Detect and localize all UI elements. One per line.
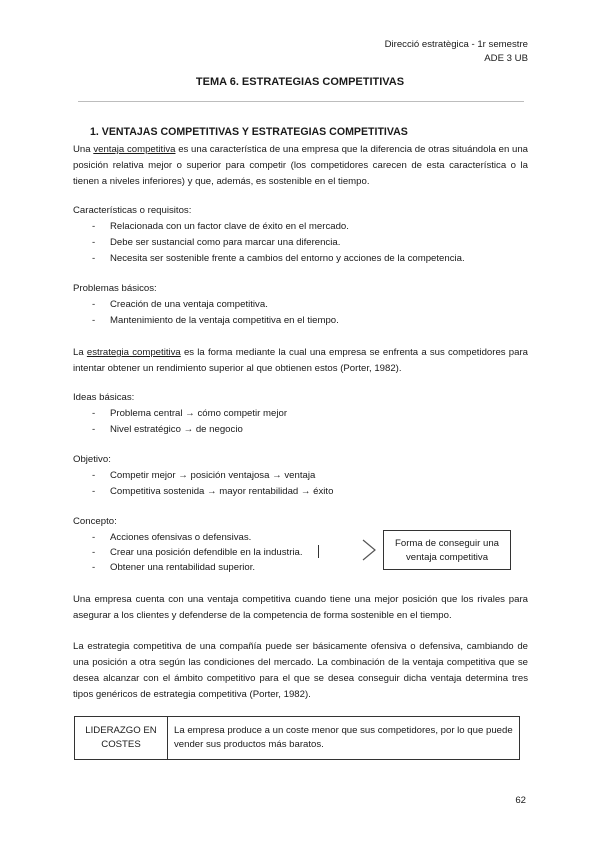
caracteristicas-label: Características o requisitos: bbox=[73, 205, 192, 216]
strategy-name-line1: LIDERAZGO EN bbox=[85, 725, 157, 736]
list-item-text: Acciones ofensivas o defensivas. bbox=[110, 532, 252, 543]
header-course: Direcció estratègica - 1r semestre bbox=[384, 39, 528, 50]
p1-pre: Una bbox=[73, 144, 94, 155]
list-item: - Obtener una rentabilidad superior. bbox=[92, 562, 256, 573]
list-item: - Competitiva sostenida → mayor rentabilidad → éxito bbox=[92, 486, 334, 497]
p2-post: es la forma mediante la cual una empresa se enfrenta a sus competidores para intentar obtener un rendimiento superior al que obtienen estos (Porter, 1982). bbox=[73, 347, 528, 374]
definition-ventaja bbox=[73, 142, 528, 190]
list-item-text: Crear una posición defendible en la industria. bbox=[110, 547, 303, 558]
ideas-label: Ideas básicas: bbox=[73, 392, 135, 403]
header-program: ADE 3 UB bbox=[484, 53, 528, 64]
list-item-text: Creación de una ventaja competitiva. bbox=[110, 299, 268, 310]
concept-box-line1: Forma de conseguir una bbox=[395, 538, 499, 549]
list-item-text: Competir mejor → posición ventajosa → ventaja bbox=[110, 470, 316, 481]
list-item-text: Nivel estratégico → de negocio bbox=[110, 424, 243, 435]
page-number: 62 bbox=[515, 795, 526, 806]
chevron-right-icon bbox=[360, 538, 378, 562]
definition-estrategia bbox=[73, 345, 528, 377]
list-item: - Nivel estratégico → de negocio bbox=[92, 424, 243, 435]
paragraph-ventaja-cuenta: Una empresa cuenta con una ventaja competitiva cuando tiene una mejor posición que los rivales para asegurar a los clientes y defenderse de la competencia de forma sostenible en el tiempo. bbox=[73, 594, 528, 621]
section-heading: 1. VENTAJAS COMPETITIVAS Y ESTRATEGIAS COMPETITIVAS bbox=[90, 126, 408, 138]
concepto-label: Concepto: bbox=[73, 516, 117, 527]
list-item-text: Problema central → cómo competir mejor bbox=[110, 408, 288, 419]
list-item-text: Competitiva sostenida → mayor rentabilidad → éxito bbox=[110, 486, 334, 497]
list-item: - Creación de una ventaja competitiva. bbox=[92, 299, 268, 310]
concept-box bbox=[383, 530, 511, 570]
list-item-text: Mantenimiento de la ventaja competitiva en el tiempo. bbox=[110, 315, 339, 326]
p1-post: es una característica de una empresa que la diferencia de otras situándola en una posición relativa mejor o superior para competir (los competidores carecen de esta característica o la tienen a niveles inferiores) y que, además, es sostenible en el tiempo. bbox=[73, 144, 529, 187]
list-item-text: Debe ser sustancial como para marcar una diferencia. bbox=[110, 237, 341, 248]
list-item-text: Necesita ser sostenible frente a cambios del entorno y acciones de la competencia. bbox=[110, 253, 465, 264]
strategy-table bbox=[74, 716, 520, 760]
table-cell-strategy bbox=[75, 717, 168, 760]
list-item: - Acciones ofensivas o defensivas. bbox=[92, 532, 252, 543]
list-item: - Mantenimiento de la ventaja competitiva en el tiempo. bbox=[92, 315, 339, 326]
list-item-text: Obtener una rentabilidad superior. bbox=[110, 562, 256, 573]
title-divider bbox=[78, 101, 524, 102]
text-cursor bbox=[318, 545, 319, 558]
list-item: - Necesita ser sostenible frente a cambios del entorno y acciones de la competencia. bbox=[92, 253, 465, 264]
list-item-text: Relacionada con un factor clave de éxito en el mercado. bbox=[110, 221, 349, 232]
list-item: - Problema central → cómo competir mejor bbox=[92, 408, 288, 419]
objetivo-label: Objetivo: bbox=[73, 454, 111, 465]
list-item: - Debe ser sustancial como para marcar una diferencia. bbox=[92, 237, 341, 248]
term-ventaja-competitiva: ventaja competitiva bbox=[93, 144, 176, 155]
table-cell-description: La empresa produce a un coste menor que sus competidores, por lo que puede vender sus productos más baratos. bbox=[168, 717, 520, 760]
p2-pre: La bbox=[73, 347, 87, 358]
table-row bbox=[75, 717, 520, 760]
term-estrategia-competitiva: estrategia competitiva bbox=[86, 347, 181, 358]
page-title: TEMA 6. ESTRATEGIAS COMPETITIVAS bbox=[195, 76, 405, 88]
strategy-name-line2: COSTES bbox=[101, 739, 141, 750]
running-header bbox=[385, 38, 528, 66]
list-item: - Relacionada con un factor clave de éxito en el mercado. bbox=[92, 221, 349, 232]
paragraph-estrategia-tipos: La estrategia competitiva de una compañía puede ser básicamente ofensiva o defensiva, cambiando de una posición a otra según las condiciones del mercado. La combinación de la ventaja competitiva que se desea alcanzar con el ámbito competitivo para el que se desea conseguir dicha ventaja determina tres tipos genéricos de estrategia competitiva (Porter, 1982). bbox=[73, 641, 528, 700]
concept-box-line2: ventaja competitiva bbox=[405, 552, 489, 563]
list-item: - Competir mejor → posición ventajosa → ventaja bbox=[92, 470, 316, 481]
problemas-label: Problemas básicos: bbox=[73, 283, 157, 294]
list-item: - Crear una posición defendible en la industria. bbox=[92, 547, 303, 558]
